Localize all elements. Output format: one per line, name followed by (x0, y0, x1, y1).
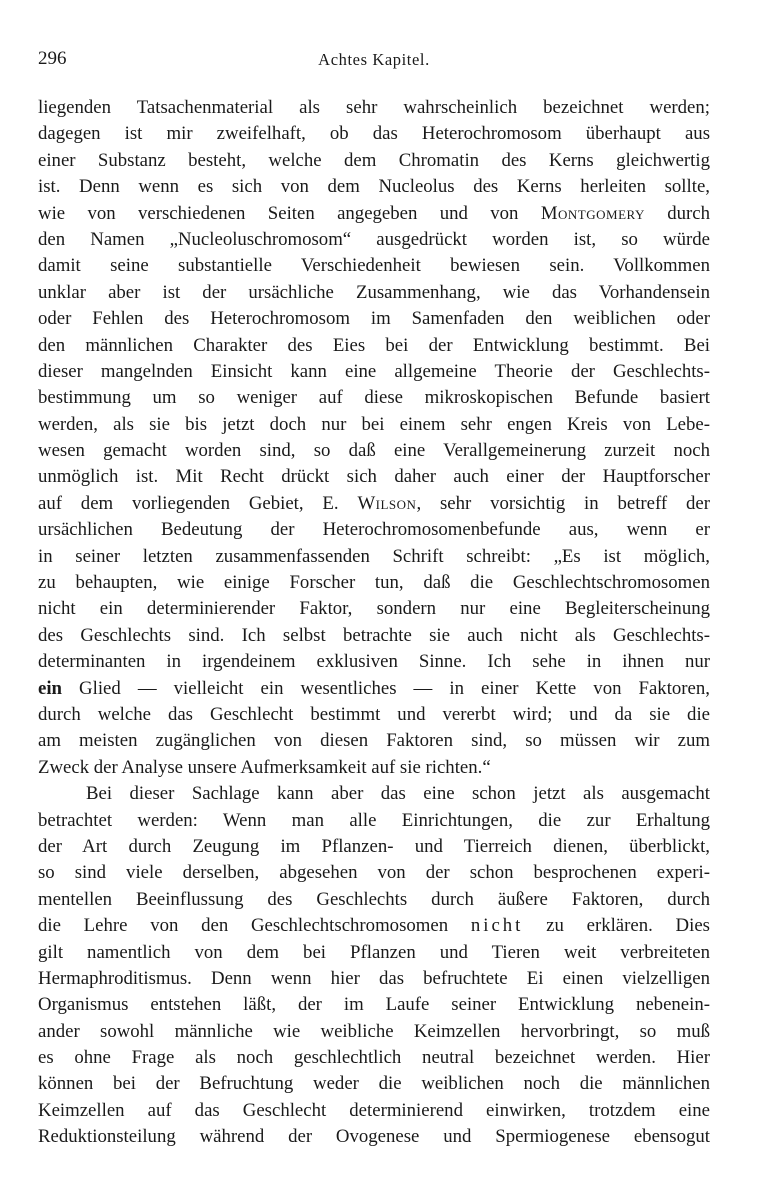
text-segment: Glied — vielleicht ein wesentliches — in einer Kette von Faktoren, (79, 677, 710, 699)
text-line: determinanten in irgendeinem exklusiven Sinne. Ich sehe in ihnen nur (38, 651, 710, 673)
text-line: damit seine substantielle Verschiedenheit bewiesen sein. Vollkommen (38, 255, 710, 277)
page-header (38, 48, 710, 76)
text-line: werden, als sie bis jetzt doch nur bei einem sehr engen Kreis von Lebe- (38, 413, 710, 435)
emphasis-nicht: nicht (470, 915, 524, 937)
running-head: Achtes Kapitel. (318, 50, 430, 69)
text-line: dagegen ist mir zweifelhaft, ob das Heterochromosom überhaupt aus (38, 123, 710, 145)
text-line: Zweck der Analyse unsere Aufmerksamkeit auf sie richten.“ (38, 756, 491, 778)
text-line: am meisten zugänglichen von diesen Faktoren sind, so müssen wir zum (38, 730, 710, 752)
emphasis-ein: ein (38, 677, 62, 699)
text-line: oder Fehlen des Heterochromosom im Samenfaden den weiblichen oder (38, 308, 710, 330)
text-line: durch welche das Geschlecht bestimmt und vererbt wird; und da sie die (38, 703, 710, 725)
text-line: den Namen „Nucleoluschromosom“ ausgedrückt worden ist, so würde (38, 228, 710, 250)
author-name-wilson: Wilson (357, 492, 417, 514)
paragraph-2 (38, 781, 710, 1150)
text-line: Bei dieser Sachlage kann aber das eine schon jetzt als ausgemacht (86, 783, 710, 805)
paragraph-1 (38, 95, 710, 781)
text-line: einer Substanz besteht, welche dem Chromatin des Kerns gleichwertig (38, 149, 710, 171)
text-line: können bei der Befruchtung weder die weiblichen noch die männlichen (38, 1073, 710, 1095)
text-segment: zu erklären. Dies (546, 915, 710, 937)
text-line: Hermaphroditismus. Denn wenn hier das befruchtete Ei einen vielzelligen (38, 967, 710, 989)
text-line: liegenden Tatsachenmaterial als sehr wahrscheinlich bezeichnet werden; (38, 97, 710, 118)
text-line: ursächlichen Bedeutung der Heterochromosomenbefunde aus, wenn er (38, 519, 710, 541)
text-line: bestimmung um so weniger auf diese mikroskopischen Befunde basiert (38, 387, 710, 409)
text-line (38, 491, 710, 517)
body-text (38, 95, 710, 1151)
text-line: in seiner letzten zusammenfassenden Schrift schreibt: „Es ist möglich, (38, 545, 710, 567)
text-line: der Art durch Zeugung im Pflanzen- und Tierreich dienen, überblickt, (38, 835, 710, 857)
text-line: dieser mangelnden Einsicht kann eine allgemeine Theorie der Geschlechts- (38, 360, 710, 382)
text-line: es ohne Frage als noch geschlechtlich neutral bezeichnet werden. Hier (38, 1047, 710, 1069)
text-segment: wie von verschiedenen Seiten angegeben und von (38, 202, 519, 224)
text-line (38, 676, 710, 702)
text-line (38, 201, 710, 227)
text-line: unklar aber ist der ursächliche Zusammenhang, wie das Vorhandensein (38, 281, 710, 303)
text-line: gilt namentlich von dem bei Pflanzen und Tieren weit verbreiteten (38, 941, 710, 963)
text-line: Reduktionsteilung während der Ovogenese und Spermiogenese ebensogut (38, 1126, 710, 1148)
text-line: ander sowohl männliche wie weibliche Keimzellen hervorbringt, so muß (38, 1020, 710, 1042)
text-line: betrachtet werden: Wenn man alle Einrichtungen, die zur Erhaltung (38, 809, 710, 831)
text-line: unmöglich ist. Mit Recht drückt sich daher auch einer der Hauptforscher (38, 466, 710, 488)
text-line: so sind viele derselben, abgesehen von der schon besprochenen experi- (38, 862, 710, 884)
text-line: des Geschlechts sind. Ich selbst betrachte sie auch nicht als Geschlechts- (38, 624, 710, 646)
text-line (38, 913, 710, 939)
text-segment: , sehr vorsichtig in betreff der (416, 492, 710, 514)
text-segment: die Lehre von den Geschlechtschromosomen (38, 915, 449, 937)
text-segment: durch (667, 202, 710, 224)
text-line: nicht ein determinierender Faktor, sondern nur eine Begleiterscheinung (38, 598, 710, 620)
text-line: den männlichen Charakter des Eies bei der Entwicklung bestimmt. Bei (38, 334, 710, 356)
page-number: 296 (38, 48, 67, 69)
text-line: ist. Denn wenn es sich von dem Nucleolus des Kerns herleiten sollte, (38, 176, 710, 198)
author-name-montgomery: Montgomery (540, 202, 645, 224)
text-line: wesen gemacht worden sind, so daß eine Verallgemeinerung zurzeit noch (38, 440, 710, 462)
text-segment: auf dem vorliegenden Gebiet, E. (38, 492, 339, 514)
text-line: Organismus entstehen läßt, der im Laufe seiner Entwicklung nebenein- (38, 994, 710, 1016)
text-line: mentellen Beeinflussung des Geschlechts durch äußere Faktoren, durch (38, 888, 710, 910)
text-line: Keimzellen auf das Geschlecht determinierend einwirken, trotzdem eine (38, 1099, 710, 1121)
text-line: zu behaupten, wie einige Forscher tun, daß die Geschlechtschromosomen (38, 572, 710, 594)
